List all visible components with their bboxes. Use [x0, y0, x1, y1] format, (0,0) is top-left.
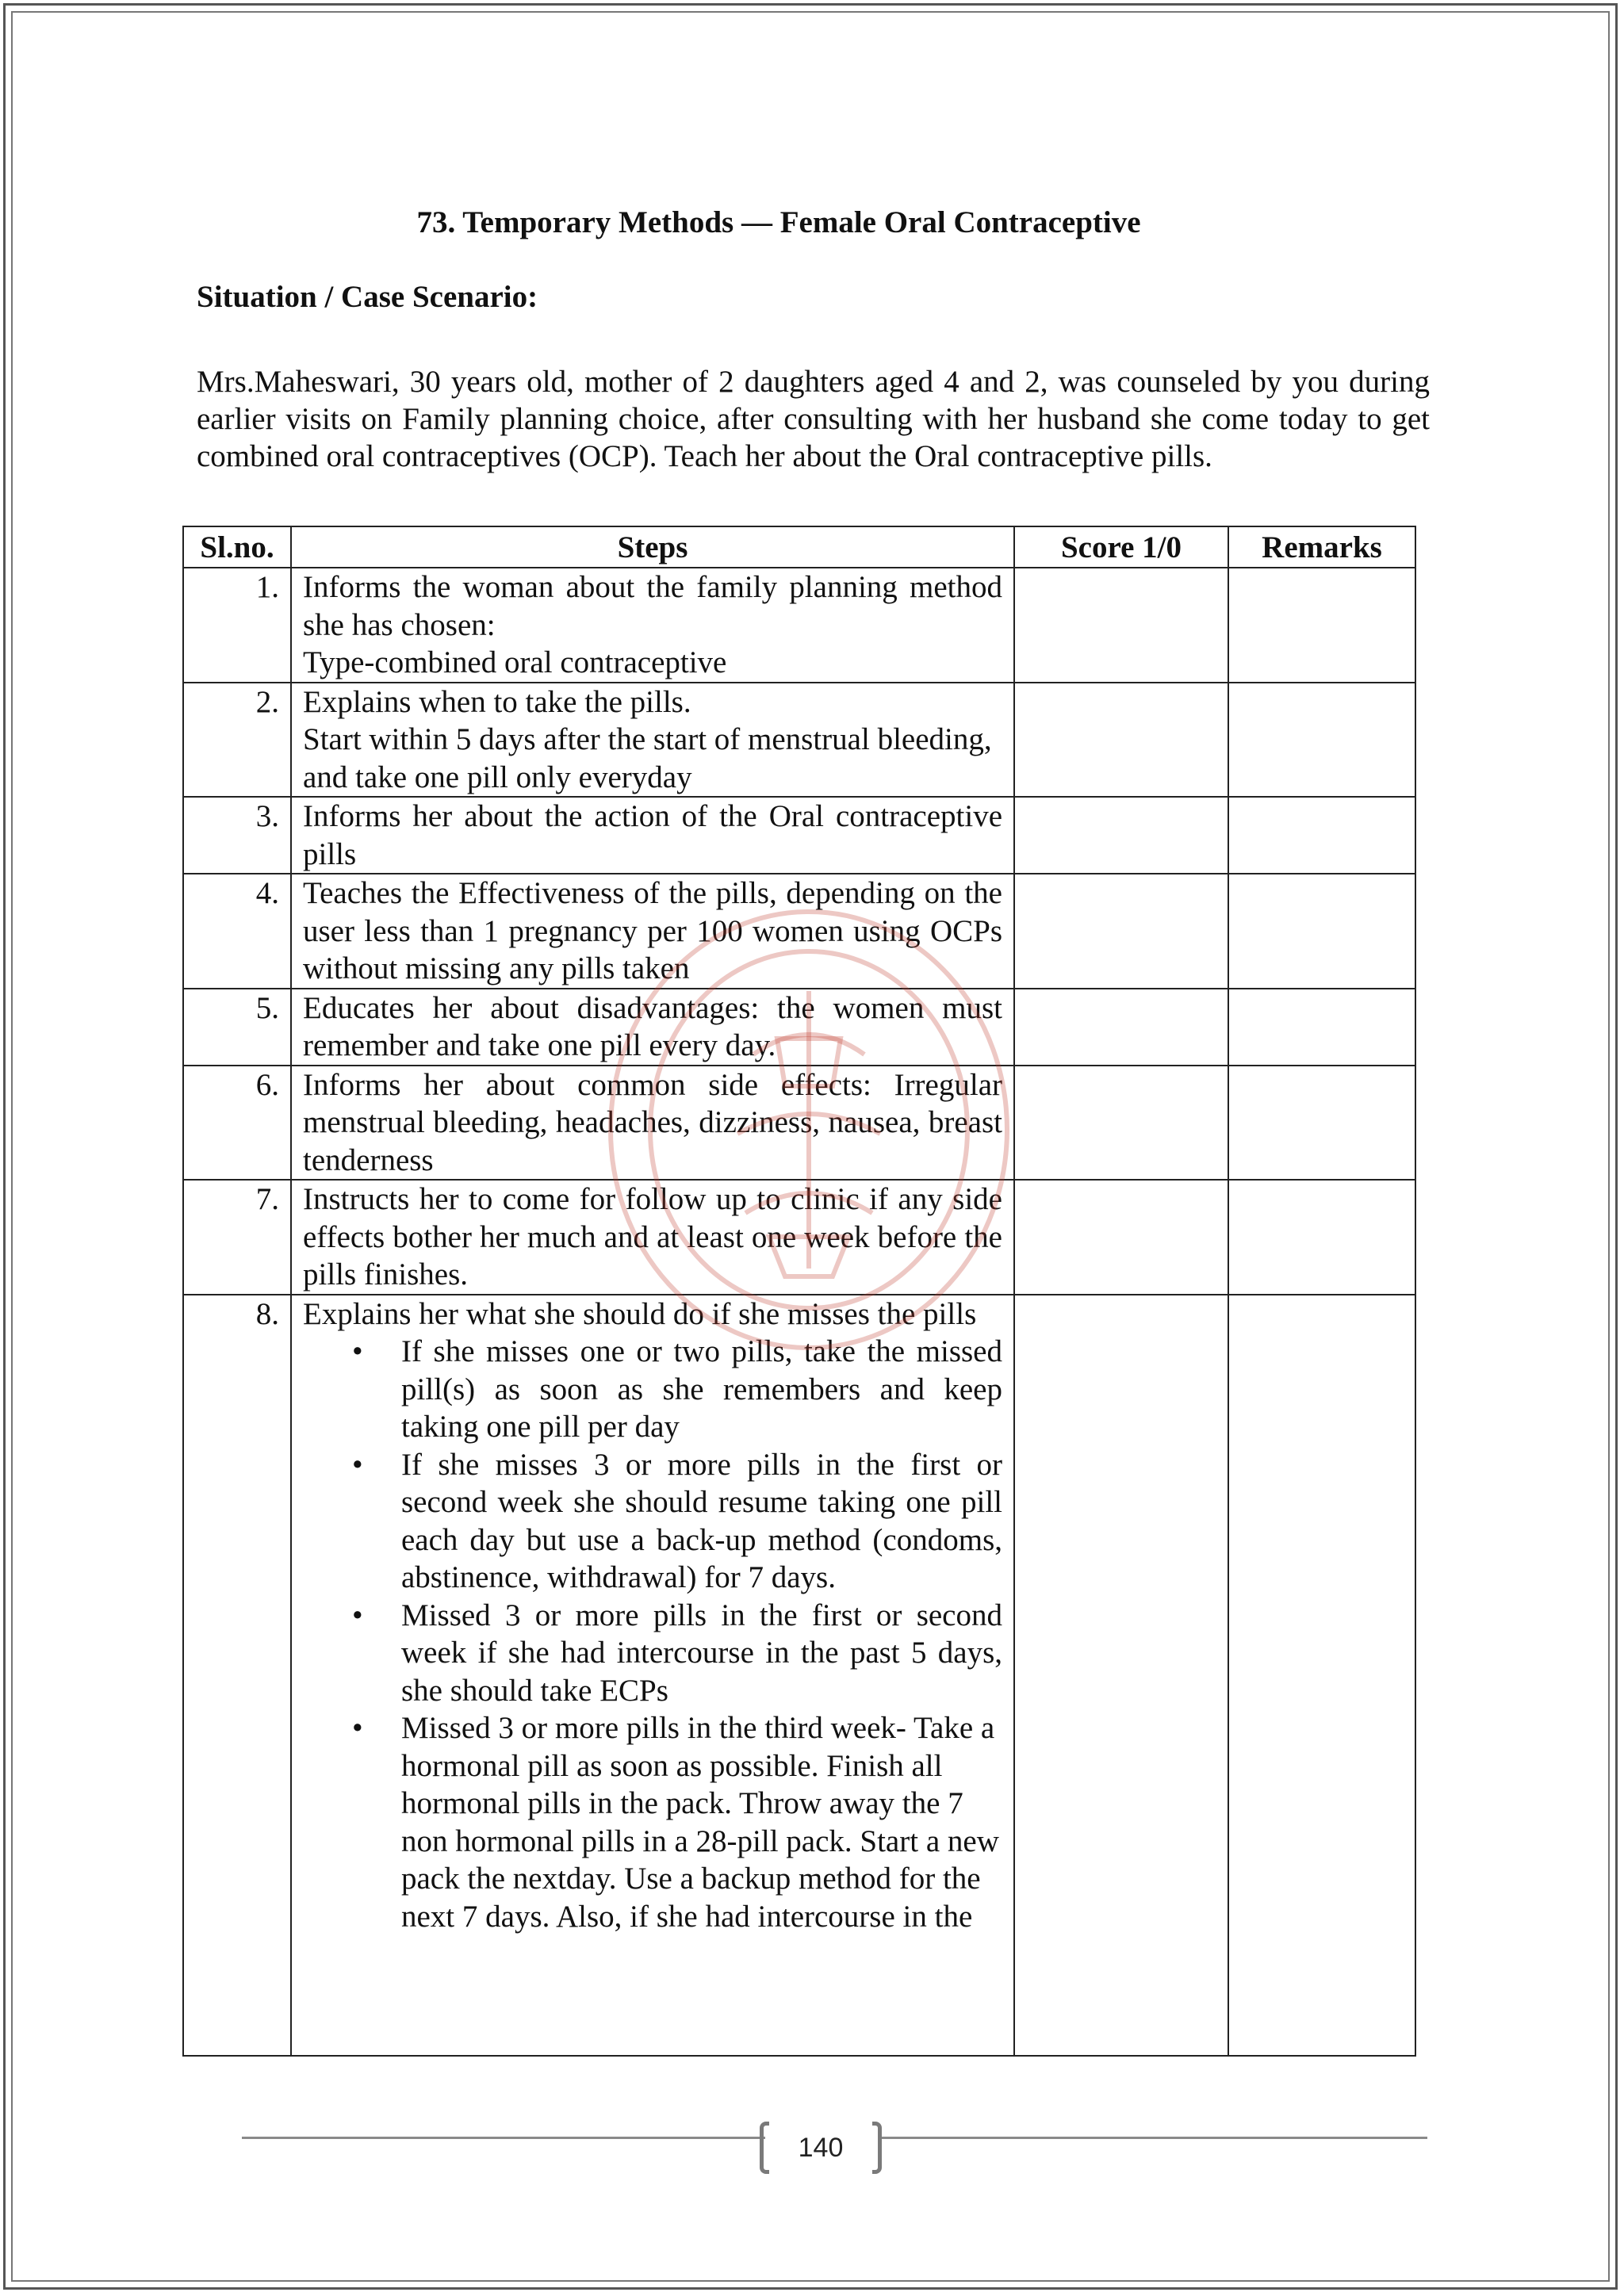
score-cell: [1014, 874, 1228, 989]
list-item: • Missed 3 or more pills in the first or second week if she had intercourse in the past 5 days, she should take ECPs: [401, 1597, 1002, 1710]
step-line: Informs the woman about the family planning method she has chosen:: [303, 570, 1002, 642]
remarks-cell: [1228, 1180, 1415, 1295]
table-row: [183, 568, 1415, 683]
step-text: [291, 568, 1014, 683]
step-text: [291, 683, 1014, 798]
step-line: Informs her about common side effects: Irregular menstrual bleeding, headaches, dizziness, nausea, breast tenderness: [303, 1067, 1002, 1177]
step-number: 1.: [183, 568, 291, 683]
header-steps: Steps: [291, 526, 1014, 568]
step-number: 8.: [183, 1295, 291, 2056]
table-row: [183, 1295, 1415, 2056]
remarks-cell: [1228, 683, 1415, 798]
list-item: • If she misses 3 or more pills in the first or second week she should resume taking one pill each day but use a back-up method (condoms, abstinence, withdrawal) for 7 days.: [401, 1446, 1002, 1597]
score-cell: [1014, 989, 1228, 1066]
page-number-bracket-left: [760, 2122, 769, 2174]
step-text: [291, 1066, 1014, 1181]
remarks-cell: [1228, 989, 1415, 1066]
header-remarks: Remarks: [1228, 526, 1415, 568]
table-row: [183, 797, 1415, 874]
remarks-cell: [1228, 797, 1415, 874]
score-cell: [1014, 1295, 1228, 2056]
table-row: [183, 1180, 1415, 1295]
list-item: • If she misses one or two pills, take the missed pill(s) as soon as she remembers and keep taking one pill per day: [401, 1333, 1002, 1446]
header-slno: Sl.no.: [183, 526, 291, 568]
remarks-cell: [1228, 1066, 1415, 1181]
table-row: [183, 989, 1415, 1066]
procedure-checklist-table: [182, 526, 1416, 2057]
page-number-bracket-right: [872, 2122, 882, 2174]
step-text: [291, 1295, 1014, 2056]
step-line: Educates her about disadvantages: the women must remember and take one pill every day.: [303, 990, 1002, 1062]
step-line: Type-combined oral contraceptive: [303, 645, 727, 679]
missed-pill-list: [303, 1333, 1002, 1935]
footer-rule-right: [882, 2137, 1427, 2139]
table-row: [183, 1066, 1415, 1181]
step-number: 3.: [183, 797, 291, 874]
step-line: Instructs her to come for follow up to clinic if any side effects bother her much and at least one week before the pills finishes.: [303, 1182, 1002, 1292]
score-cell: [1014, 683, 1228, 798]
remarks-cell: [1228, 874, 1415, 989]
step-number: 4.: [183, 874, 291, 989]
step-text: [291, 797, 1014, 874]
header-score: Score 1/0: [1014, 526, 1228, 568]
page-title: 73. Temporary Methods — Female Oral Contraceptive: [416, 205, 1141, 239]
step-text: [291, 989, 1014, 1066]
step-line: Teaches the Effectiveness of the pills, depending on the user less than 1 pregnancy per 100 women using OCPs without missing any pills taken: [303, 876, 1002, 985]
section-subtitle: Situation / Case Scenario:: [197, 280, 538, 314]
table-header-row: [183, 526, 1415, 568]
step-number: 7.: [183, 1180, 291, 1295]
score-cell: [1014, 1180, 1228, 1295]
step-line: Explains when to take the pills.: [303, 684, 691, 719]
remarks-cell: [1228, 1295, 1415, 2056]
remarks-cell: [1228, 568, 1415, 683]
step-text: [291, 1180, 1014, 1295]
step-number: 2.: [183, 683, 291, 798]
step-line: Start within 5 days after the start of menstrual bleeding, and take one pill only everyday: [303, 722, 992, 794]
score-cell: [1014, 568, 1228, 683]
step-number: 6.: [183, 1066, 291, 1181]
table-row: [183, 874, 1415, 989]
step-text: [291, 874, 1014, 989]
step-number: 5.: [183, 989, 291, 1066]
table-row: [183, 683, 1415, 798]
footer-rule-left: [242, 2137, 765, 2139]
page-number: 140: [798, 2133, 844, 2163]
score-cell: [1014, 797, 1228, 874]
score-cell: [1014, 1066, 1228, 1181]
step-line: Explains her what she should do if she misses the pills: [303, 1296, 977, 1331]
list-item: • Missed 3 or more pills in the third week- Take a hormonal pill as soon as possible. Finish all hormonal pills in the pack. Throw away the 7 non hormonal pills in a 28-pill pack. Start a new pack the nextday. Use a backup method for the next 7 days. Also, if she had intercourse in the: [401, 1709, 1002, 1935]
step-line: Informs her about the action of the Oral contraceptive pills: [303, 799, 1002, 871]
case-scenario-text: Mrs.Maheswari, 30 years old, mother of 2 daughters aged 4 and 2, was counseled by you during earlier visits on Family planning choice, after consulting with her husband she come today to get combined oral contraceptives (OCP). Teach her about the Oral contraceptive pills.: [197, 365, 1430, 473]
